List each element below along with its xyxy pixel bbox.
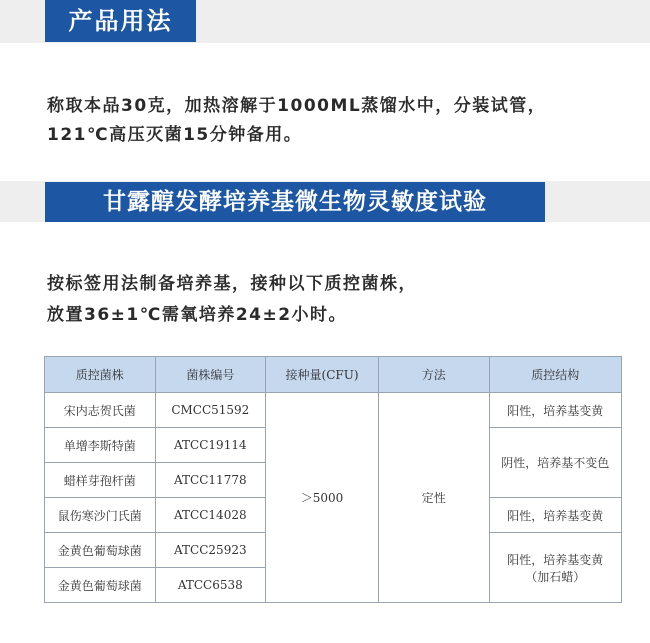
strain-cell: 蜡样芽孢杆菌 (45, 463, 156, 498)
header-method: 方法 (378, 357, 489, 393)
method-cell: 定性 (378, 393, 489, 603)
result-cell: 阳性，培养基变黄 (489, 393, 621, 428)
test-line-1: 按标签用法制备培养基，接种以下质控菌株， (47, 274, 417, 294)
result-note: （加石蜡） (525, 569, 586, 584)
result-cell: 阴性，培养基不变色 (489, 428, 621, 498)
quality-control-table (44, 356, 622, 603)
table-header-row (45, 357, 622, 393)
result-cell (489, 533, 621, 603)
strain-cell: 金黄色葡萄球菌 (45, 533, 156, 568)
header-code: 菌株编号 (155, 357, 266, 393)
strain-cell: 单增李斯特菌 (45, 428, 156, 463)
code-cell: CMCC51592 (155, 393, 266, 428)
header-result: 质控结构 (489, 357, 621, 393)
result-cell: 阳性，培养基变黄 (489, 498, 621, 533)
usage-line-1: 称取本品30克，加热溶解于1000ML蒸馏水中，分装试管， (47, 96, 547, 116)
section2-title: 甘露醇发酵培养基微生物灵敏度试验 (45, 182, 545, 222)
strain-cell: 金黄色葡萄球菌 (45, 568, 156, 603)
usage-line-2: 121℃高压灭菌15分钟备用。 (47, 125, 303, 145)
inoculum-cell: ＞5000 (266, 393, 379, 603)
code-cell: ATCC6538 (155, 568, 266, 603)
header-inoculum: 接种量(CFU) (266, 357, 379, 393)
result-text: 阳性，培养基变黄 (507, 552, 604, 567)
code-cell: ATCC11778 (155, 463, 266, 498)
header-strain: 质控菌株 (45, 357, 156, 393)
strain-cell: 鼠伤寒沙门氏菌 (45, 498, 156, 533)
code-cell: ATCC14028 (155, 498, 266, 533)
code-cell: ATCC19114 (155, 428, 266, 463)
code-cell: ATCC25923 (155, 533, 266, 568)
strain-cell: 宋内志贺氏菌 (45, 393, 156, 428)
table-row (45, 393, 622, 428)
test-line-2: 放置36±1℃需氧培养24±2小时。 (47, 305, 348, 325)
section1-title: 产品用法 (45, 0, 196, 42)
